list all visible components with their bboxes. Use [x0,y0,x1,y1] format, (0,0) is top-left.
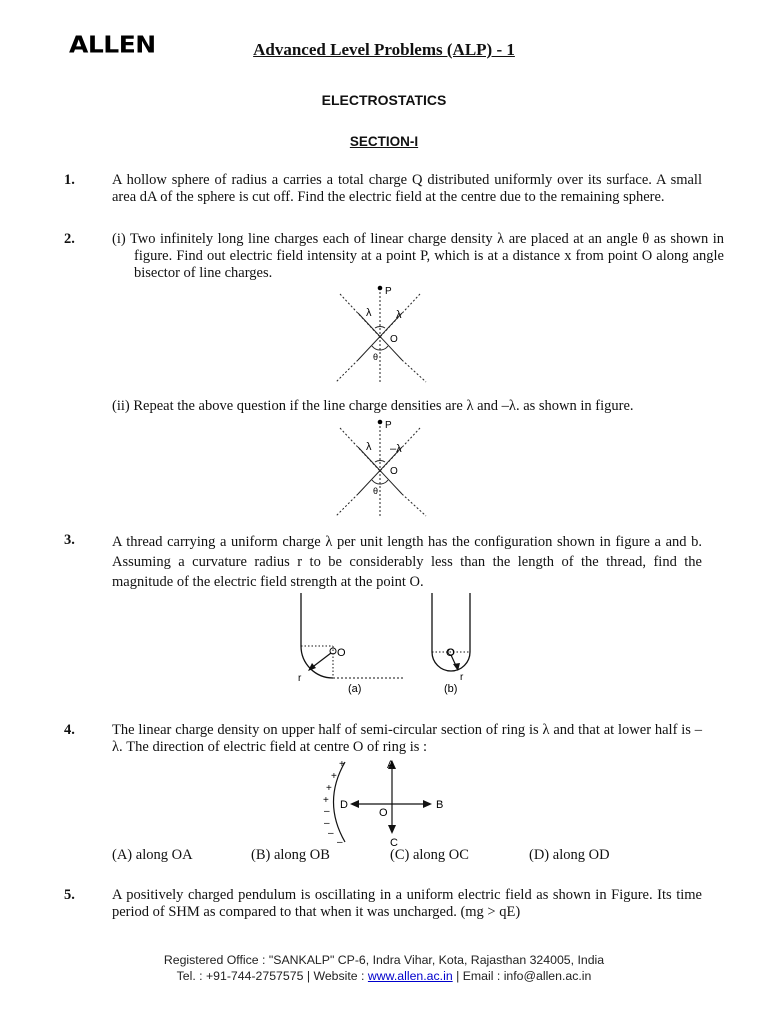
fig3b-label-r: r [460,672,464,683]
fig4-label-b: B [436,799,444,811]
question-1-text: A hollow sphere of radius a carries a total charge Q distributed uniformly over its surface. A small area dA of the sphere is cut off. Find the electric field at the centre due to the remaining sphere. [112,172,702,205]
option-b[interactable]: (B) along OB [251,847,330,863]
svg-text:–: – [337,837,343,848]
option-a[interactable]: (A) along OA [112,847,193,863]
fig3b-label-o: O [446,647,455,659]
svg-text:–: – [324,818,330,829]
fig3a-caption: (a) [348,683,362,695]
option-c[interactable]: (C) along OC [390,847,469,863]
question-4-number: 4. [64,722,75,738]
footer-address: Registered Office : "SANKALP" CP-6, Indra Vihar, Kota, Rajasthan 324005, India [163,953,605,967]
fig1-label-theta: θ [373,352,379,362]
svg-text:+: + [339,759,345,770]
svg-text:–: – [324,806,330,817]
option-d[interactable]: (D) along OD [529,847,610,863]
fig4-label-c: C [390,837,398,848]
question-2-part-2: (ii) Repeat the above question if the line charge densities are λ and –λ. as shown in figure. [112,398,634,414]
fig1-label-lambda-2: λ [396,309,402,321]
question-4-text: The linear charge density on upper half of semi-circular section of ring is λ and that at lower half is – λ. The direction of electric field at centre O of ring is : [112,722,702,755]
fig2-label-theta: θ [373,486,379,496]
fig2-label-p: P [385,420,392,431]
question-5-text: A positively charged pendulum is oscillating in a uniform electric field as shown in Figure. Its time period of SHM as compared to that when it was uncharged. (mg > qE) [112,887,702,920]
section-heading: SECTION-I [349,134,419,149]
fig2-label-o: O [390,466,398,477]
question-4-options [112,847,712,864]
footer-website-link[interactable]: www.allen.ac.in [367,969,453,983]
figure-line-charges-2 [330,416,440,518]
fig2-label-lambda: λ [366,441,372,453]
footer-tel: Tel. : +91-744-2757575 | Website : [176,969,368,983]
fig1-label-lambda-1: λ [366,307,372,319]
svg-text:–: – [328,828,334,839]
svg-text:+: + [326,783,332,794]
question-3-text: A thread carrying a uniform charge λ per unit length has the configuration shown in figure a and b. Assuming a curvature radius r to be considerably less than the length of the thread, find the magnitude of the electric field strength at the point O. [112,534,702,590]
fig4-label-d: D [340,799,348,811]
figure-semicircular-ring [310,756,460,848]
question-2-number: 2. [64,231,75,247]
fig3a-label-o: O [337,647,346,659]
page-title: Advanced Level Problems (ALP) - 1 [253,40,515,59]
svg-text:+: + [331,771,337,782]
figure-thread-configurations [290,588,480,698]
question-3-number: 3. [64,532,75,548]
question-1-number: 1. [64,172,75,188]
fig1-label-p: P [385,286,392,297]
svg-text:+: + [323,795,329,806]
page-footer [0,952,768,984]
fig3b-caption: (b) [444,683,458,695]
fig1-label-o: O [390,334,398,345]
question-5-number: 5. [64,887,75,903]
subject-heading: ELECTROSTATICS [321,92,447,108]
question-2-part-1: (i) Two infinitely long line charges each of linear charge density λ are placed at an angle θ as shown in figure. Find out electric field intensity at a point P, which is at a distance x from point O along angle bisector of line charges. [112,231,724,281]
fig2-label-minus-lambda: –λ [390,443,402,455]
allen-logo: ALLEN [69,31,156,58]
fig4-label-o: O [379,807,388,819]
figure-line-charges-1 [330,282,440,384]
fig3a-label-r: r [298,673,302,684]
fig4-label-a: A [387,759,395,771]
footer-email: | Email : info@allen.ac.in [452,969,592,983]
footer-contact [0,968,768,984]
